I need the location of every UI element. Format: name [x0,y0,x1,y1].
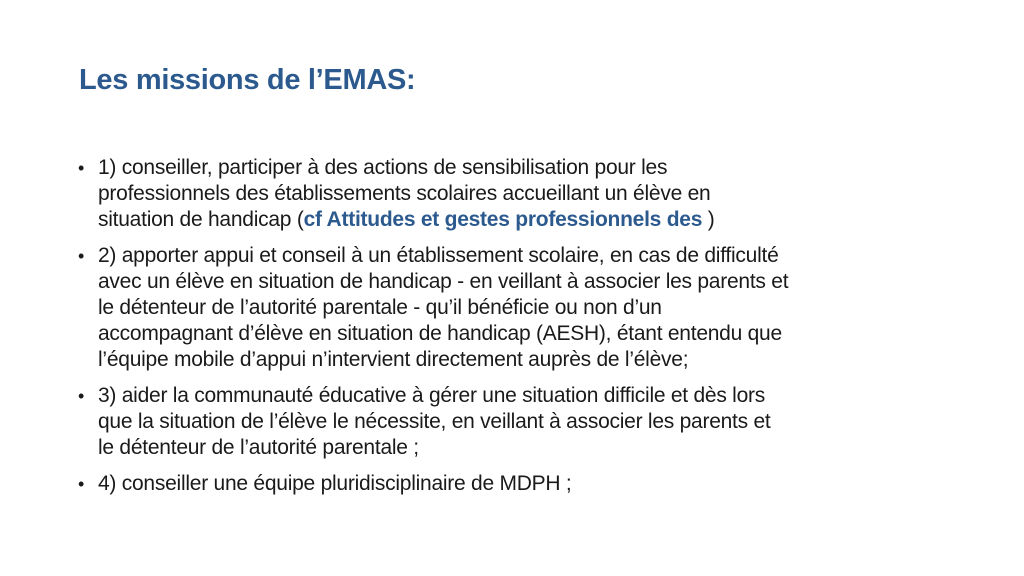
list-item [78,471,958,497]
item-2-line-1: 2) apporter appui et conseil à un établissement scolaire, en cas de difficulté [98,244,779,267]
bullet-icon: • [78,386,85,406]
item-1-line-3 [98,207,958,233]
bullet-icon: • [78,158,85,178]
list-item [78,383,958,461]
item-1-text-after: ) [702,208,715,231]
reference-link[interactable]: cf Attitudes et gestes professionnels des [303,208,703,231]
item-3-line-2: que la situation de l’élève le nécessite, en veillant à associer les parents et [98,410,771,433]
item-1-line-2: professionnels des établissements scolaires accueillant un élève en [98,182,711,205]
item-1-line-1: 1) conseiller, participer à des actions de sensibilisation pour les [98,156,668,179]
item-2-line-5: l’équipe mobile d’appui n’intervient directement auprès de l’élève; [98,348,689,371]
list-item [78,155,958,233]
item-1-text-before: situation de handicap ( [98,208,304,231]
item-2-line-3: le détenteur de l’autorité parentale - qu’il bénéficie ou non d’un [98,296,662,319]
item-3-line-3: le détenteur de l’autorité parentale ; [98,436,419,459]
item-3-line-1: 3) aider la communauté éducative à gérer une situation difficile et dès lors [98,384,765,407]
bullet-icon: • [78,474,85,494]
list-item [78,243,958,373]
item-2-line-2: avec un élève en situation de handicap - en veillant à associer les parents et [98,270,789,293]
slide-title: Les missions de l’EMAS: [79,64,416,96]
item-4-line-1: 4) conseiller une équipe pluridisciplinaire de MDPH ; [98,472,572,495]
item-2-line-4: accompagnant d’élève en situation de handicap (AESH), étant entendu que [98,322,782,345]
bullet-icon: • [78,246,85,266]
mission-list [78,155,958,507]
